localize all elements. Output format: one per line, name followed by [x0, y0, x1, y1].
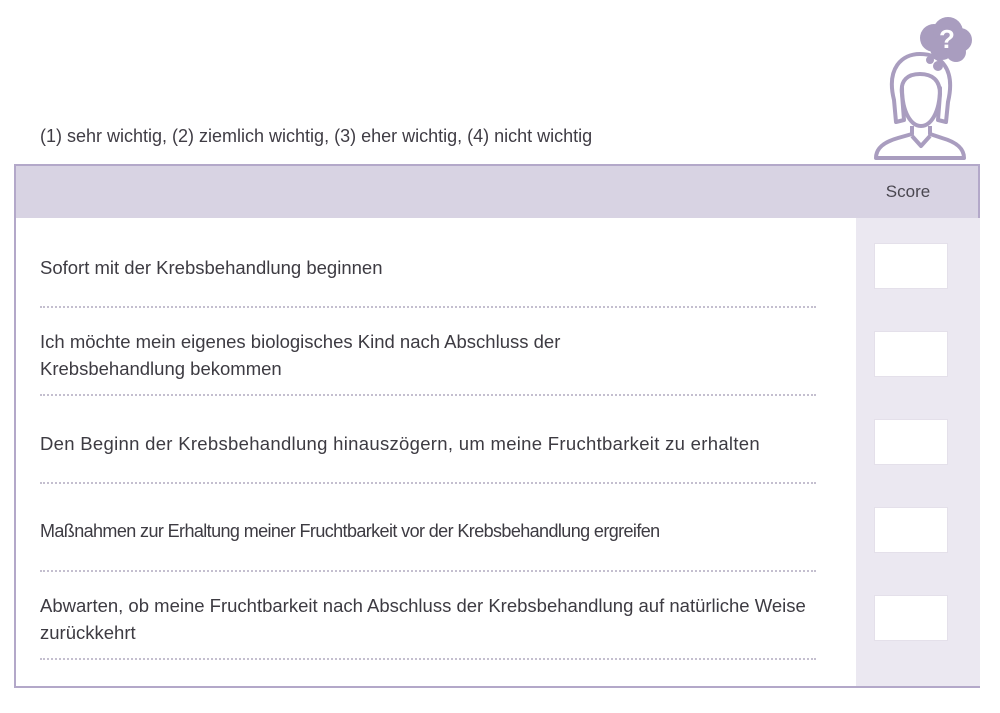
- question-cloud-icon: [920, 17, 972, 71]
- row-statement: Ich möchte mein eigenes biologisches Kind nach Abschluss der Krebsbehandlung bekommen: [40, 331, 561, 379]
- score-input[interactable]: [874, 595, 948, 641]
- score-column-header: Score: [885, 182, 931, 201]
- score-input[interactable]: [874, 419, 948, 465]
- table-header: [16, 166, 978, 218]
- row-statement: Sofort mit der Krebsbehandlung beginnen: [40, 257, 383, 278]
- table-row: [16, 306, 978, 394]
- questionnaire-panel: [14, 164, 980, 688]
- row-statement: Maßnahmen zur Erhaltung meiner Fruchtbarkeit vor der Krebsbehandlung ergreifen: [40, 521, 660, 541]
- thinking-woman-icon: [864, 8, 976, 160]
- table-row: [16, 218, 978, 306]
- table-row: [16, 570, 978, 658]
- score-input[interactable]: [874, 507, 948, 553]
- rating-legend: (1) sehr wichtig, (2) ziemlich wichtig, (3) eher wichtig, (4) nicht wichtig: [40, 126, 593, 146]
- row-divider: [40, 658, 816, 660]
- row-statement: Abwarten, ob meine Fruchtbarkeit nach Abschluss der Krebsbehandlung auf natürliche Weise zurückkehrt: [40, 595, 806, 643]
- table-row: [16, 394, 978, 482]
- score-input[interactable]: [874, 243, 948, 289]
- score-input[interactable]: [874, 331, 948, 377]
- table-row: [16, 482, 978, 570]
- row-statement: Den Beginn der Krebsbehandlung hinauszögern, um meine Fruchtbarkeit zu erhalten: [40, 433, 760, 454]
- svg-text:?: ?: [939, 24, 955, 54]
